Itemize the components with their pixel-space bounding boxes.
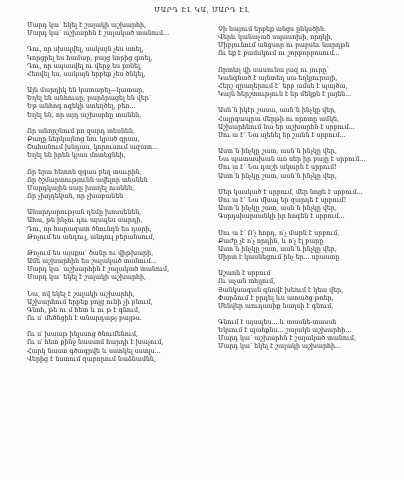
poem-line: Սիրտ է կասնեցում ինչ եր... սբաստը — [218, 253, 340, 261]
poem-line: Եղել են իրեն կյաս մոտեցնեի, — [27, 152, 126, 160]
poem-stanza — [218, 189, 398, 222]
poem-line: Վերև կանաչած սպասոխի, որդկի, — [218, 34, 333, 42]
poem-line: Մարդ կա՝ եկել է շալակի աշխարհի, — [27, 22, 147, 29]
poem-line: Քաղը ներկայնոց նու կրած զրաս, — [27, 135, 140, 143]
poem-line: Որտեղ վի սասունա լազ ու յուրը՝ — [218, 66, 329, 74]
poem-line: Ու եք է բամսկում ու շորբորբոսում... — [218, 50, 340, 58]
poem-stanza — [27, 209, 212, 242]
poem-line: Գսրդսիարսանկի իր հոգեն է սրբում... — [218, 213, 345, 221]
poem-line: Չի նայում երբեք անցս ընկսծին. — [218, 26, 326, 33]
poem-line: Աստ՝ն ինչկը շատ, ասն՝ն ինչկը վեր, — [218, 172, 337, 180]
poem-line: Ու ս՛ հետ քինջ նասսոմ հարդի է խաչում, — [27, 339, 164, 347]
poem-line: Թռչում ես այսքա՝ ծանր ու վիթխարի, — [27, 249, 154, 257]
poem-stanza — [218, 270, 398, 311]
poem-line: Փարձում է բրդել ևս ատածց թոեր, — [218, 294, 334, 302]
poem-line: Ասն՝ն իկէր շասա, ասն՝ն ինչկը վեր, — [218, 107, 337, 115]
poem-line: Ահա, թե ինչու դու այսպես սարդի, — [27, 217, 143, 225]
poem-line: Դու, որ հարազատ ծնունդն ես դարի, — [27, 225, 152, 233]
poem-line: Դու, որ սպասվել ու վերջ ես բռնել, — [27, 62, 143, 70]
poem-stanza — [218, 319, 398, 352]
poem-line: Դու, որ սխալվել, սակայն չես ստել, — [27, 46, 144, 54]
poem-line: Մարդ կա՝ եկել է շալակի աշխարհի... — [218, 343, 342, 351]
poem-stanza — [218, 26, 398, 59]
poem-line: Աստ՝ն ինչկը շատ, ասն՝ն ինչկը վեր, — [218, 148, 337, 156]
poem-stanza — [218, 148, 398, 181]
poem-line: Որ չխղդեկան, որ չխաբանեն — [27, 192, 124, 200]
poem-stanza — [218, 107, 398, 140]
poem-line: Թռչում ես անդուլ, անդուլ բերանսում, — [27, 233, 155, 241]
poem-line: Կանգնած է այնտեղ սա եղկյուրայի, — [218, 74, 338, 82]
poem-line: Եղել են, որ այդ աշխարհը տանեն, — [27, 111, 142, 119]
poem-line: Շահանում խնդաս, կորուսում ազատ... — [27, 144, 159, 152]
poem-line: Մարդկային սաը խաղել ուսնեն, — [27, 184, 135, 192]
poem-line: Սու ա է՝ Նա սլենել եր շանն է սրբում... — [218, 131, 346, 139]
poem-line: Մարդ կա՝ աշխարհն է շալակած տանում... — [27, 30, 170, 38]
poem-title: ՄԱՐԴ ԷԼ ԿԱ, ՄԱՐԴ ԷԼ — [154, 6, 250, 14]
poem-line: Հերշ զրաղերում է՝ երբ ամսե է պայծա, — [218, 82, 348, 90]
poem-line: Մարդ կա՝ եկել է շալակի աշխարհի, — [27, 274, 147, 282]
poem-line: Մարդ կա՝ աշխարհն է շալակած տանում, — [218, 335, 357, 343]
poem-line: Ու աչան տհյլում, — [218, 278, 276, 286]
poem-line: Միբյունում անցսոր ու բաբսեւ նարդթն — [218, 42, 350, 50]
poem-line: Սու ա է՝ Ո՛չ հորդ, ո՛չ մարն է սրբում, — [218, 229, 340, 237]
poem-line: Վերից է նստում զաբորում նաձնամնն, — [27, 355, 156, 363]
poem-line: Հեռվել ես, սակայն երբեք չես ծնկել, — [27, 70, 146, 78]
poem-left-column — [27, 22, 212, 372]
poem-line: Կայն հերշտություն է եր մեկքն է լայեն... — [218, 91, 352, 99]
poem-line: Անարդարության դեմը խոսսենեն, — [27, 209, 142, 217]
poem-line: Ու ս՛ խաաթ ինլսսոց ծնումենում, — [27, 331, 138, 339]
poem-right-column — [218, 26, 398, 360]
poem-line: Որ ծշմարտությունն ավելոր տեսնեն — [27, 176, 148, 184]
poem-stanza — [27, 250, 212, 283]
poem-stanza — [27, 331, 212, 364]
poem-line: Աշխարհնում նա եր աշխարհն է սրբում... — [218, 123, 355, 131]
poem-line: Մարդ կա՝ աշխարհին է շալակած տանում, — [27, 266, 170, 274]
poem-line: Սու ա է՝ Նա մխալ եր զարդե է սրբում! — [218, 196, 347, 204]
poem-line: Յանկսագան գնովէ խեում է կեա վեր, — [218, 286, 344, 294]
poem-stanza — [218, 230, 398, 263]
poem-line: Քաժը չէ ո՛չ որդին, և ո՛չ էլ բարը — [218, 237, 324, 245]
poem-line: Աշխարհում երբեք բոլց ունի չի բնում, — [27, 298, 153, 306]
poem-line: Նա պատասխան առ սեր իր բայը է սրբում... — [218, 156, 366, 164]
poem-line: Գնում է այսպես... և տասնե-տասսե — [218, 319, 337, 327]
poem-line: Եղել են անհուսը, բարձրացել են վեր՝ — [27, 95, 152, 103]
poem-line: Աստ՝ն ինչկը շատ, ասն՝ն ինչկը վեր, — [218, 245, 337, 253]
poem-line: Կորցրել ես համար, բայց նորից գտել, — [27, 54, 153, 62]
poem-line: Գնոհ, թե ու մ հետ և ու թ է գնում, — [27, 306, 141, 314]
poem-line: Սու ա է՝ Նա դաշի ակարն է սրբում! — [218, 164, 337, 172]
poem-line: Հարկ նաստ գծագրվե և սստկել սստլս... — [27, 347, 161, 355]
poem-stanza — [27, 291, 212, 324]
poem-line: Որ անորշնում րո զարդ տեսնեն, — [27, 127, 136, 135]
poem-stanza — [27, 46, 212, 79]
poem-stanza — [218, 67, 398, 100]
poem-line: Այն մարդիկ են կատարել—կատար, — [27, 87, 145, 95]
poem-line: Եթ անհոգ ոգեկի ստեղծել, բեռ... — [27, 103, 136, 111]
poem-line: Որ երա հետոն զգաս բեզ տաւրին, — [27, 168, 142, 176]
poem-line: Աստ՝ն ինչկը շատ, ասն՝ն ինչկը վեր, — [218, 205, 337, 213]
poem-line: Մեր կասկած է սրբում, մեր նոցե է սրբում... — [218, 188, 363, 196]
poem-stanza — [27, 128, 212, 161]
poem-stanza — [27, 87, 212, 120]
poem-line: Ամե աշխարհին ես շալակած տանում... — [27, 258, 157, 266]
poem-line: Եկսում է պահքնս... շալակն աշխարհի... — [218, 327, 352, 335]
poem-line: Սենվեր աուդասիք նաղսի է գնում, — [218, 302, 334, 310]
poem-stanza — [27, 169, 212, 202]
poem-stanza — [27, 22, 212, 38]
poem-line: Նա, ով եկել է շալակի աշխարհի, — [27, 290, 135, 298]
poem-line: Հայրգապրա մերթի ու որոտը ամկե, — [218, 115, 340, 123]
poem-line: Ու ս՛ մեծնցին է անարդաթյ բայթս. — [27, 315, 142, 323]
poem-line: Աշաոն է սրբում — [218, 270, 271, 278]
